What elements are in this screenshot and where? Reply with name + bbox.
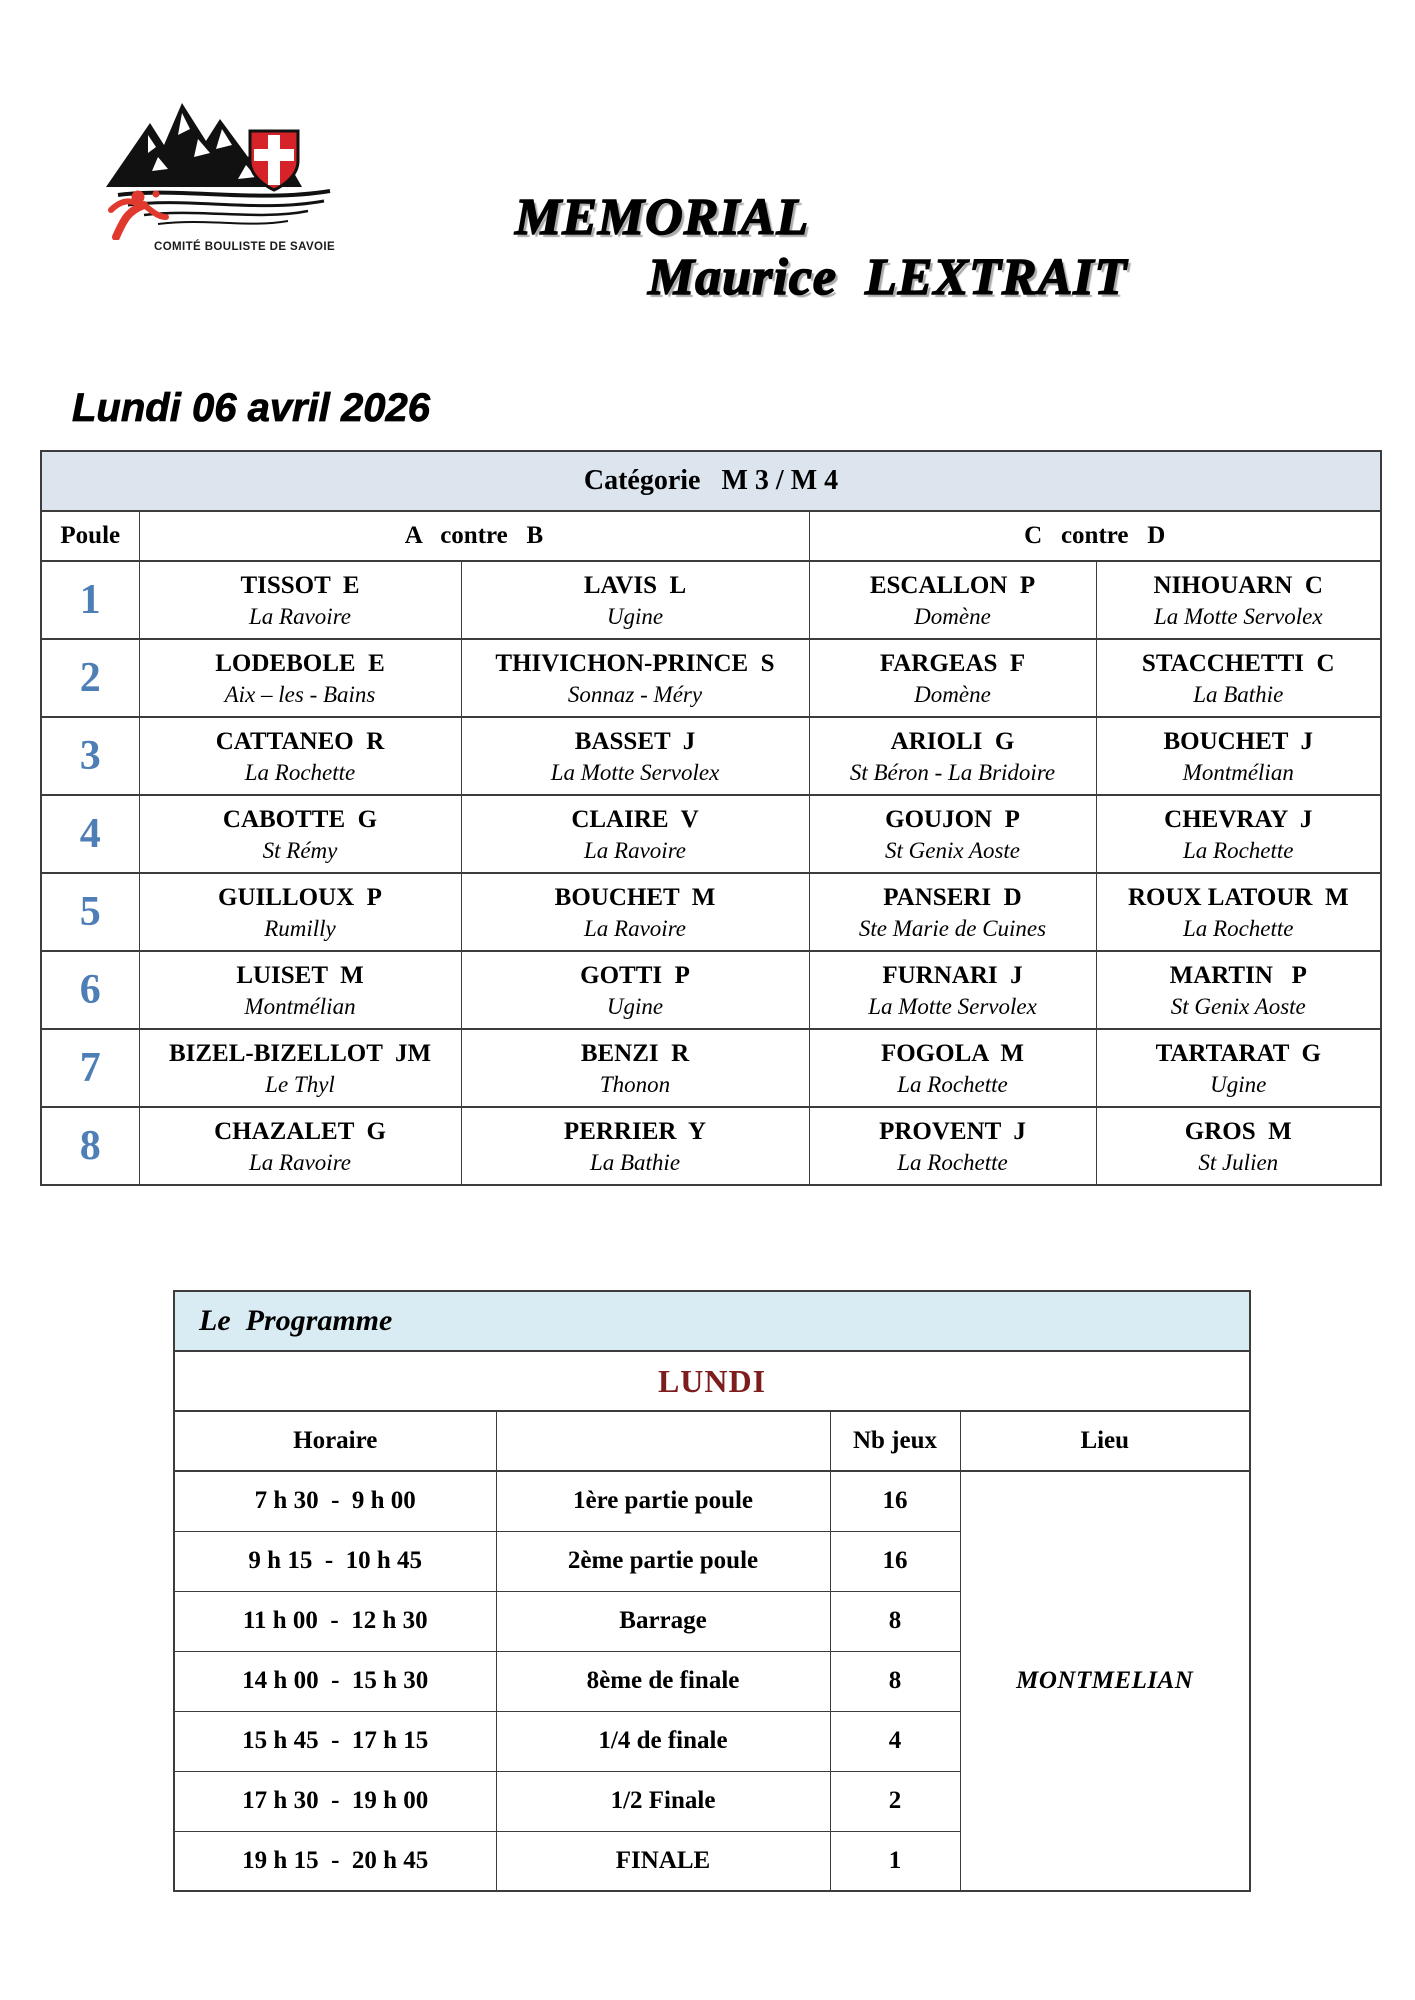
event-title-line1: MEMORIAL — [515, 189, 810, 246]
player-club: Le Thyl — [265, 1071, 335, 1097]
player-name: GOTTI P — [580, 961, 690, 989]
poule-row-1 — [41, 561, 1381, 639]
player-club: Montmélian — [244, 993, 356, 1019]
player-cell-c — [809, 561, 1096, 639]
poule-row-5 — [41, 873, 1381, 951]
player-cell-d — [1096, 717, 1381, 795]
player-name: CABOTTE G — [222, 805, 378, 833]
empty-header-cell — [496, 1411, 830, 1471]
player-cell-b — [461, 1107, 809, 1185]
player-club: La Motte Servolex — [550, 759, 720, 785]
category-title: Catégorie M 3 / M 4 — [41, 451, 1381, 511]
nb-jeux-value: 16 — [830, 1471, 960, 1531]
player-cell-c — [809, 1107, 1096, 1185]
player-cell-b — [461, 717, 809, 795]
poule-number: 5 — [41, 873, 139, 951]
nb-jeux-value: 8 — [830, 1651, 960, 1711]
poule-row-6 — [41, 951, 1381, 1029]
player-club: Rumilly — [264, 915, 336, 941]
player-name: GUILLOUX P — [218, 883, 382, 911]
player-club: Sonnaz - Méry — [567, 681, 703, 707]
player-club: La Rochette — [897, 1149, 1008, 1175]
player-cell-c — [809, 951, 1096, 1029]
column-header-row — [41, 511, 1381, 561]
player-club: Ste Marie de Cuines — [858, 915, 1047, 941]
time-slot: 14 h 00 - 15 h 30 — [174, 1651, 496, 1711]
player-name: BIZEL-BIZELLOT JM — [168, 1039, 432, 1067]
player-club: La Rochette — [1183, 915, 1294, 941]
player-club: La Rochette — [1183, 837, 1294, 863]
savoie-mountains-logo-icon — [98, 95, 338, 240]
poule-number: 1 — [41, 561, 139, 639]
player-club: La Ravoire — [249, 1149, 351, 1175]
programme-title: Le Programme — [174, 1291, 1250, 1351]
phase-label: FINALE — [496, 1831, 830, 1891]
lieu-column-header: Lieu — [960, 1411, 1250, 1471]
player-club: La Ravoire — [584, 837, 686, 863]
time-slot: 15 h 45 - 17 h 15 — [174, 1711, 496, 1771]
player-cell-d — [1096, 1029, 1381, 1107]
player-cell-d — [1096, 639, 1381, 717]
poule-number: 4 — [41, 795, 139, 873]
player-name: GROS M — [1184, 1117, 1292, 1145]
player-cell-a — [139, 1107, 461, 1185]
player-club: Thonon — [599, 1071, 671, 1097]
player-name: ROUX LATOUR M — [1127, 883, 1349, 911]
phase-label: 2ème partie poule — [496, 1531, 830, 1591]
player-name: MARTIN P — [1169, 961, 1307, 989]
poule-number: 8 — [41, 1107, 139, 1185]
programme-title-row — [174, 1291, 1250, 1351]
player-name: PROVENT J — [879, 1117, 1026, 1145]
player-cell-c — [809, 639, 1096, 717]
poule-number: 2 — [41, 639, 139, 717]
player-cell-c — [809, 1029, 1096, 1107]
nb-jeux-column-header: Nb jeux — [830, 1411, 960, 1471]
time-slot: 7 h 30 - 9 h 00 — [174, 1471, 496, 1531]
player-cell-d — [1096, 951, 1381, 1029]
programme-day: LUNDI — [174, 1351, 1250, 1411]
player-cell-d — [1096, 873, 1381, 951]
player-name: FURNARI J — [882, 961, 1023, 989]
player-name: CHAZALET G — [214, 1117, 386, 1145]
time-slot: 11 h 00 - 12 h 30 — [174, 1591, 496, 1651]
event-date: Lundi 06 avril 2026 — [72, 386, 430, 430]
poule-number: 7 — [41, 1029, 139, 1107]
player-club: La Ravoire — [584, 915, 686, 941]
player-name: TISSOT E — [240, 571, 360, 599]
c-contre-d-header: C contre D — [809, 511, 1381, 561]
player-name: PANSERI D — [883, 883, 1022, 911]
player-club: Domène — [914, 603, 991, 629]
poule-number: 3 — [41, 717, 139, 795]
player-name: BOUCHET J — [1163, 727, 1314, 755]
poule-row-4 — [41, 795, 1381, 873]
player-cell-d — [1096, 1107, 1381, 1185]
player-club: La Motte Servolex — [868, 993, 1037, 1019]
phase-label: 1ère partie poule — [496, 1471, 830, 1531]
phase-label: 1/4 de finale — [496, 1711, 830, 1771]
player-name: BENZI R — [580, 1039, 690, 1067]
player-club: La Bathie — [589, 1149, 681, 1175]
player-name: LAVIS L — [583, 571, 687, 599]
horaire-column-header: Horaire — [174, 1411, 496, 1471]
phase-label: Barrage — [496, 1591, 830, 1651]
category-header-row — [41, 451, 1381, 511]
poule-row-7 — [41, 1029, 1381, 1107]
player-cell-b — [461, 639, 809, 717]
player-name: GOUJON P — [885, 805, 1020, 833]
player-name: ARIOLI G — [890, 727, 1015, 755]
a-contre-b-header: A contre B — [139, 511, 809, 561]
player-club: St Genix Aoste — [885, 837, 1020, 863]
player-club: La Bathie — [1193, 681, 1284, 707]
player-club: Montmélian — [1182, 759, 1294, 785]
player-cell-a — [139, 717, 461, 795]
player-cell-a — [139, 639, 461, 717]
player-club: Ugine — [1210, 1071, 1267, 1097]
time-slot: 9 h 15 - 10 h 45 — [174, 1531, 496, 1591]
player-club: St Rémy — [262, 837, 338, 863]
player-name: FARGEAS F — [879, 649, 1026, 677]
event-title-line2: Maurice LEXTRAIT — [648, 249, 1128, 306]
player-cell-b — [461, 1029, 809, 1107]
player-cell-c — [809, 717, 1096, 795]
player-cell-b — [461, 951, 809, 1029]
player-cell-a — [139, 561, 461, 639]
player-cell-d — [1096, 561, 1381, 639]
player-cell-a — [139, 795, 461, 873]
programme-table — [173, 1290, 1251, 1892]
player-club: St Julien — [1198, 1149, 1279, 1175]
player-name: NIHOUARN C — [1153, 571, 1323, 599]
player-club: Aix – les - Bains — [224, 681, 376, 707]
player-name: STACCHETTI C — [1141, 649, 1335, 677]
poule-column-header: Poule — [41, 511, 139, 561]
player-club: La Rochette — [897, 1071, 1008, 1097]
player-club: La Rochette — [244, 759, 356, 785]
poule-number: 6 — [41, 951, 139, 1029]
player-name: BASSET J — [574, 727, 696, 755]
player-cell-a — [139, 1029, 461, 1107]
nb-jeux-value: 4 — [830, 1711, 960, 1771]
player-name: TARTARAT G — [1155, 1039, 1321, 1067]
player-cell-b — [461, 561, 809, 639]
player-cell-b — [461, 795, 809, 873]
programme-row-1 — [174, 1471, 1250, 1531]
player-cell-c — [809, 873, 1096, 951]
lieu-value: MONTMELIAN — [960, 1471, 1250, 1891]
time-slot: 17 h 30 - 19 h 00 — [174, 1771, 496, 1831]
player-club: Ugine — [606, 603, 664, 629]
player-name: LODEBOLE E — [215, 649, 385, 677]
programme-day-row — [174, 1351, 1250, 1411]
player-club: St Béron - La Bridoire — [849, 759, 1056, 785]
player-club: La Ravoire — [249, 603, 351, 629]
nb-jeux-value: 8 — [830, 1591, 960, 1651]
player-name: CLAIRE V — [571, 805, 699, 833]
poule-row-3 — [41, 717, 1381, 795]
category-table — [40, 450, 1382, 1186]
org-name: COMITÉ BOULISTE DE SAVOIE — [154, 241, 336, 253]
player-cell-b — [461, 873, 809, 951]
comite-bouliste-savoie-logo — [98, 95, 338, 265]
nb-jeux-value: 1 — [830, 1831, 960, 1891]
player-name: ESCALLON P — [869, 571, 1036, 599]
player-name: PERRIER Y — [563, 1117, 707, 1145]
phase-label: 8ème de finale — [496, 1651, 830, 1711]
player-club: Domène — [914, 681, 991, 707]
player-name: FOGOLA M — [880, 1039, 1025, 1067]
phase-label: 1/2 Finale — [496, 1771, 830, 1831]
player-name: BOUCHET M — [554, 883, 716, 911]
poule-row-2 — [41, 639, 1381, 717]
player-name: LUISET M — [236, 961, 364, 989]
boules-player-icon — [111, 191, 166, 238]
player-name: CHEVRAY J — [1164, 805, 1313, 833]
poule-row-8 — [41, 1107, 1381, 1185]
nb-jeux-value: 16 — [830, 1531, 960, 1591]
player-club: Ugine — [606, 993, 664, 1019]
nb-jeux-value: 2 — [830, 1771, 960, 1831]
player-cell-a — [139, 951, 461, 1029]
programme-header-row — [174, 1411, 1250, 1471]
player-cell-c — [809, 795, 1096, 873]
time-slot: 19 h 15 - 20 h 45 — [174, 1831, 496, 1891]
player-cell-d — [1096, 795, 1381, 873]
player-club: St Genix Aoste — [1170, 993, 1306, 1019]
player-name: THIVICHON-PRINCE S — [495, 649, 775, 677]
player-club: La Motte Servolex — [1153, 603, 1323, 629]
player-name: CATTANEO R — [215, 727, 385, 755]
player-cell-a — [139, 873, 461, 951]
